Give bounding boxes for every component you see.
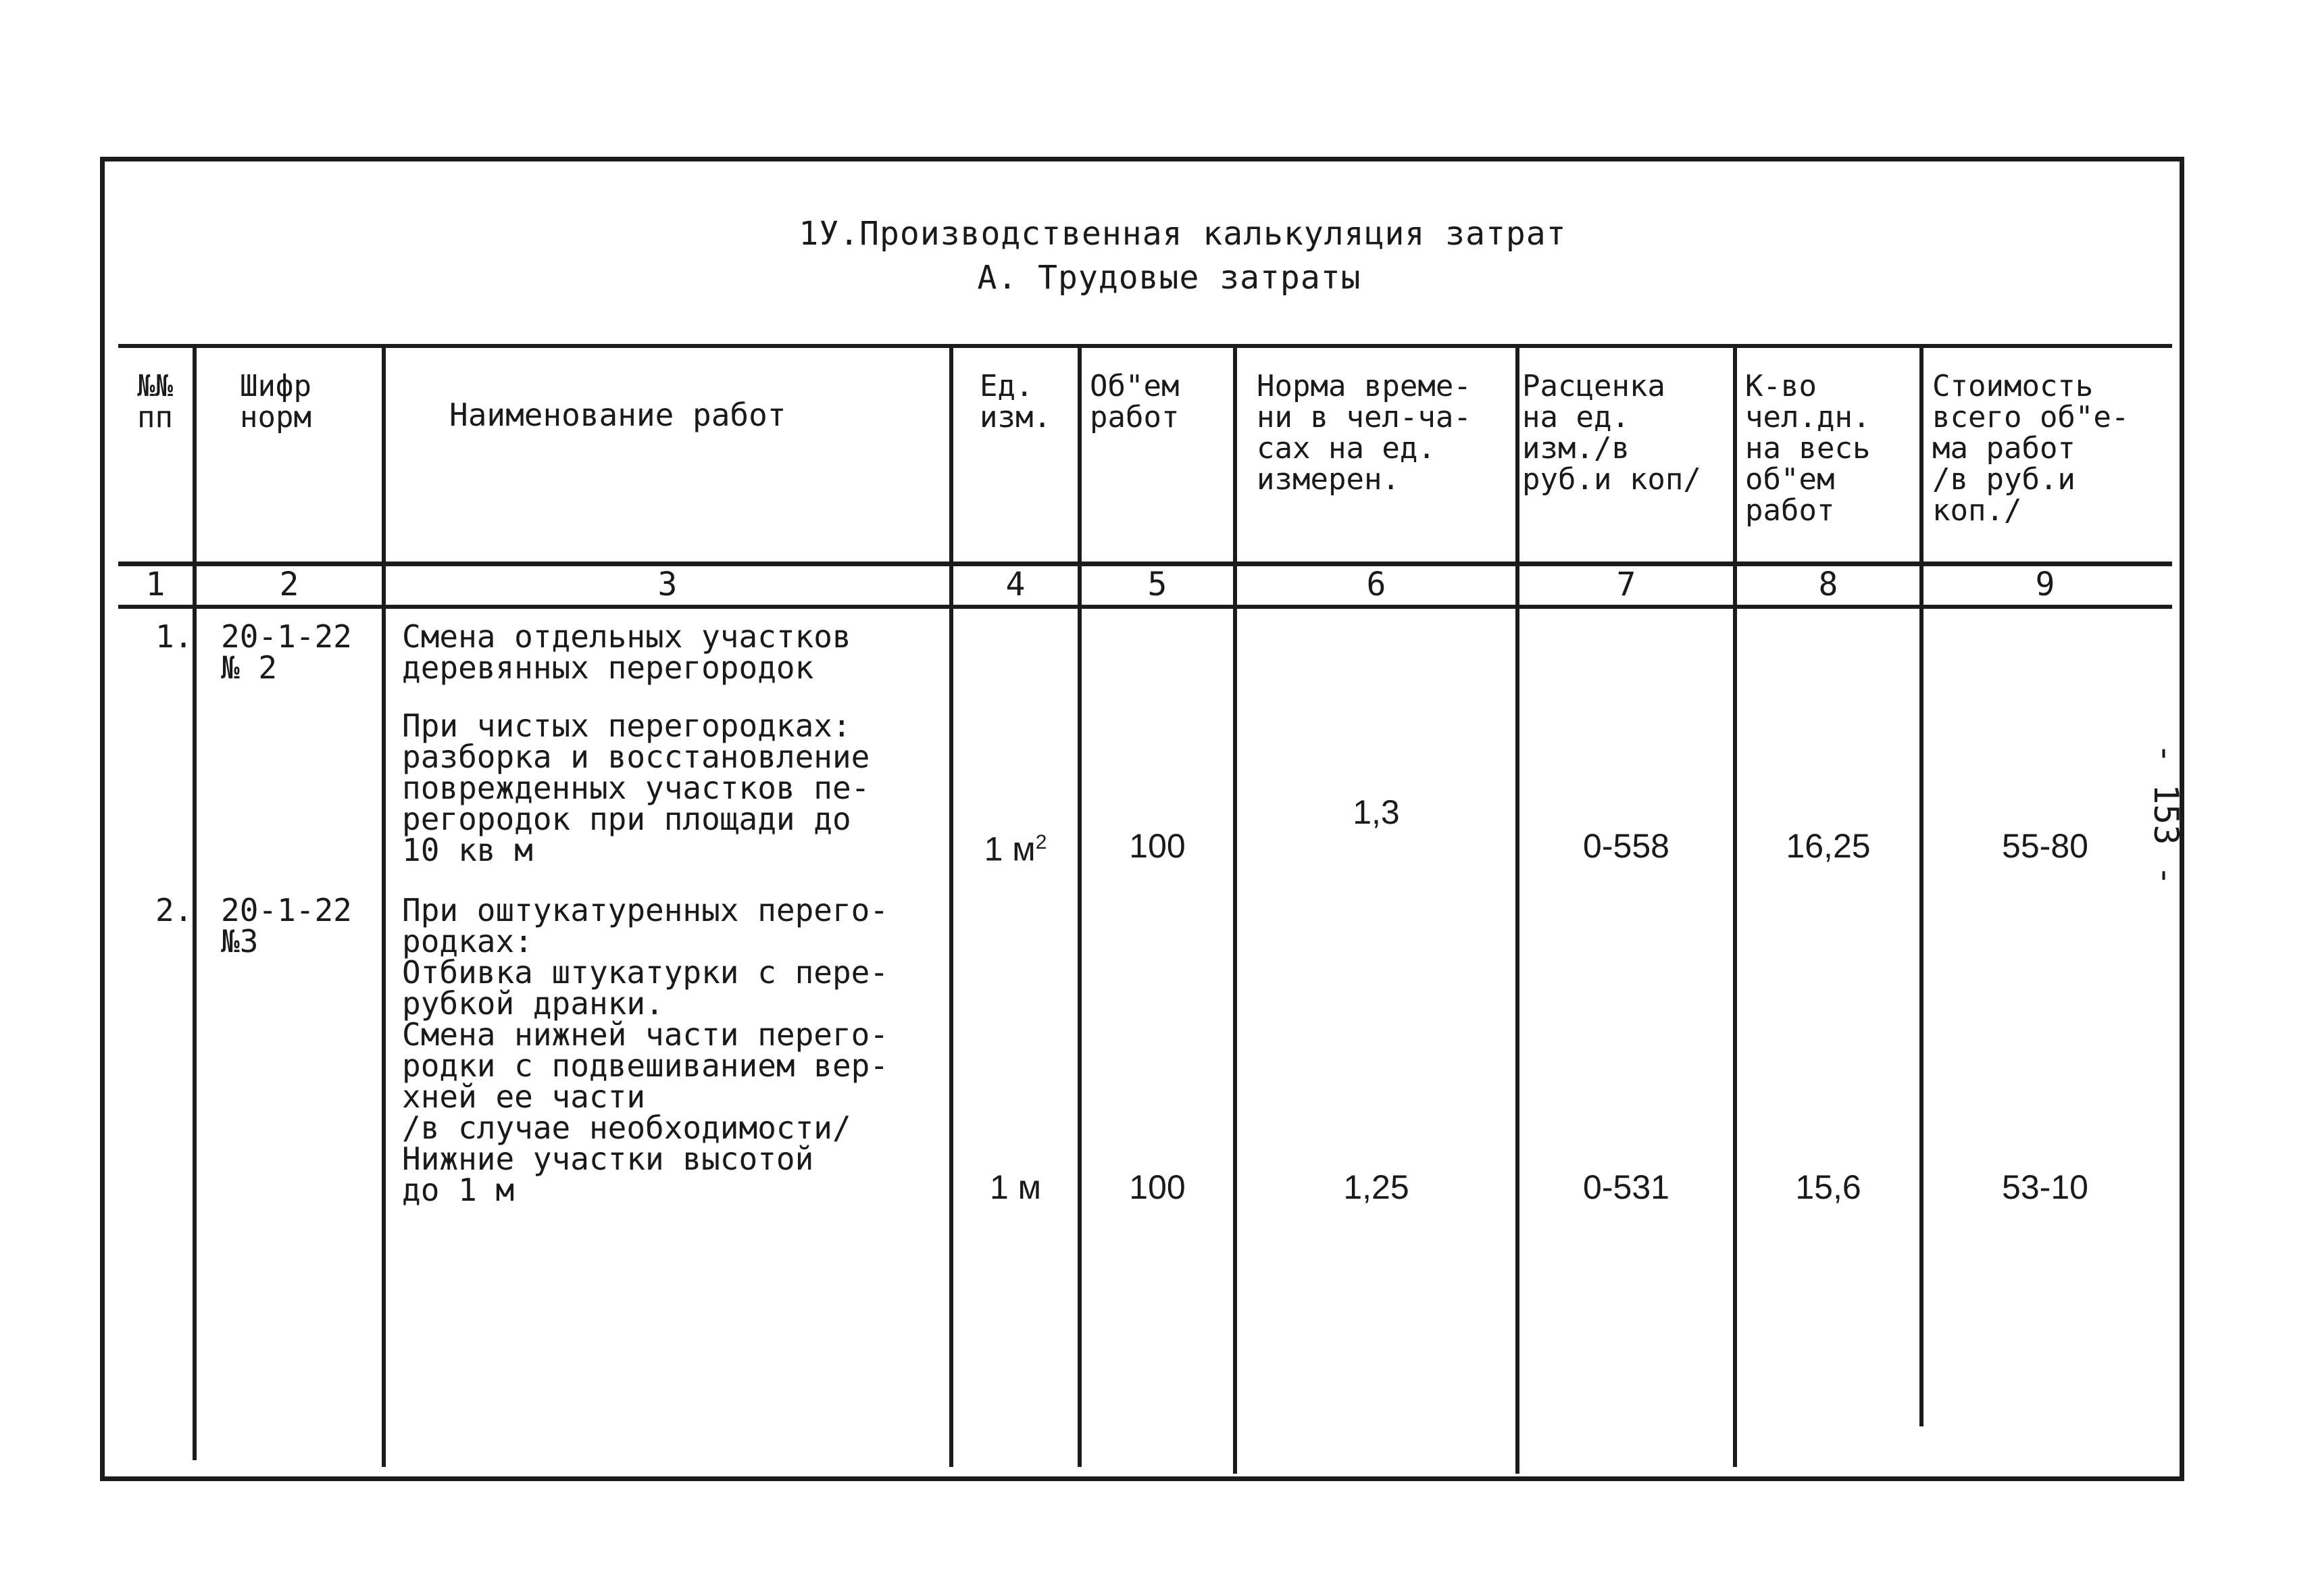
row-1-code: 20-1-22 № 2	[221, 618, 352, 686]
numbers-bottom-rule	[118, 605, 2172, 609]
header-rate: Расценка на ед. изм./в руб.и коп/	[1522, 369, 1701, 497]
header-volume: Об"ем работ	[1090, 369, 1180, 434]
header-index: №№ пп	[137, 369, 173, 434]
row-1-unit	[953, 824, 1078, 868]
row-1-unit-superscript: 2	[1035, 831, 1047, 853]
row-2-volume: 100	[1129, 1168, 1186, 1206]
column-number: 9	[2035, 566, 2055, 603]
row-2-rate: 0-531	[1583, 1168, 1669, 1206]
column-number: 3	[657, 566, 678, 603]
row-2-name: При оштукатуренных перего- родках: Отбивка штукатурки с пере- рубкой дранки. Смена нижней части перего- родки с подвешиванием вер- хней ее части /в случае необходимости/ Нижние участки высотой до 1 м	[402, 892, 889, 1208]
header-cost: Стоимость всего об"е- ма работ /в руб.и коп./	[1932, 369, 2130, 528]
header-top-rule	[118, 344, 2172, 348]
row-1-rate: 0-558	[1583, 827, 1669, 865]
col-divider-1	[193, 345, 197, 1460]
row-2-unit: 1 м	[989, 1168, 1042, 1206]
column-number: 7	[1616, 566, 1636, 603]
col-divider-6	[1515, 345, 1519, 1474]
section-subtitle: А. Трудовые затраты	[977, 259, 1361, 297]
col-divider-2	[382, 345, 386, 1467]
page-number: - 153 -	[2146, 743, 2186, 886]
row-1-name-intro: Смена отдельных участков деревянных перегородок	[402, 618, 851, 686]
row-2-index: 2.	[155, 892, 193, 928]
col-divider-3	[949, 345, 953, 1467]
row-1-cost: 55-80	[2002, 827, 2088, 865]
col-divider-8	[1919, 345, 1923, 1426]
calculation-table-frame	[100, 157, 2184, 1481]
row-2-norm: 1,25	[1343, 1168, 1409, 1206]
row-1-norm: 1,3	[1353, 793, 1400, 831]
column-number: 1	[145, 566, 166, 603]
header-code: Шифр норм	[240, 369, 311, 434]
row-1-name: При чистых перегородках: разборка и восстановление поврежденных участков пе- регородок при площади до 10 кв м	[402, 707, 870, 868]
row-1-man-days: 16,25	[1786, 827, 1871, 865]
col-divider-5	[1233, 345, 1237, 1474]
row-2-man-days: 15,6	[1795, 1168, 1861, 1206]
header-unit: Ед. изм.	[980, 369, 1051, 434]
column-number: 4	[1005, 566, 1026, 603]
row-1-index: 1.	[155, 618, 193, 655]
row-1-volume: 100	[1129, 827, 1186, 865]
col-divider-4	[1078, 345, 1082, 1467]
column-number: 6	[1366, 566, 1386, 603]
row-2-cost: 53-10	[2002, 1168, 2088, 1206]
column-number: 2	[279, 566, 299, 603]
header-name: Наименование работ	[449, 397, 786, 433]
column-number: 8	[1818, 566, 1838, 603]
section-title: 1У.Производственная калькуляция затрат	[799, 215, 1567, 253]
row-2-code: 20-1-22 №3	[221, 892, 352, 959]
col-divider-7	[1733, 345, 1737, 1467]
row-1-unit-text: 1 м	[984, 830, 1036, 868]
header-norm: Норма време- ни в чел-ча- сах на ед. измерен.	[1257, 369, 1472, 497]
header-man-days: К-во чел.дн. на весь об"ем работ	[1745, 369, 1871, 528]
column-number: 5	[1147, 566, 1167, 603]
